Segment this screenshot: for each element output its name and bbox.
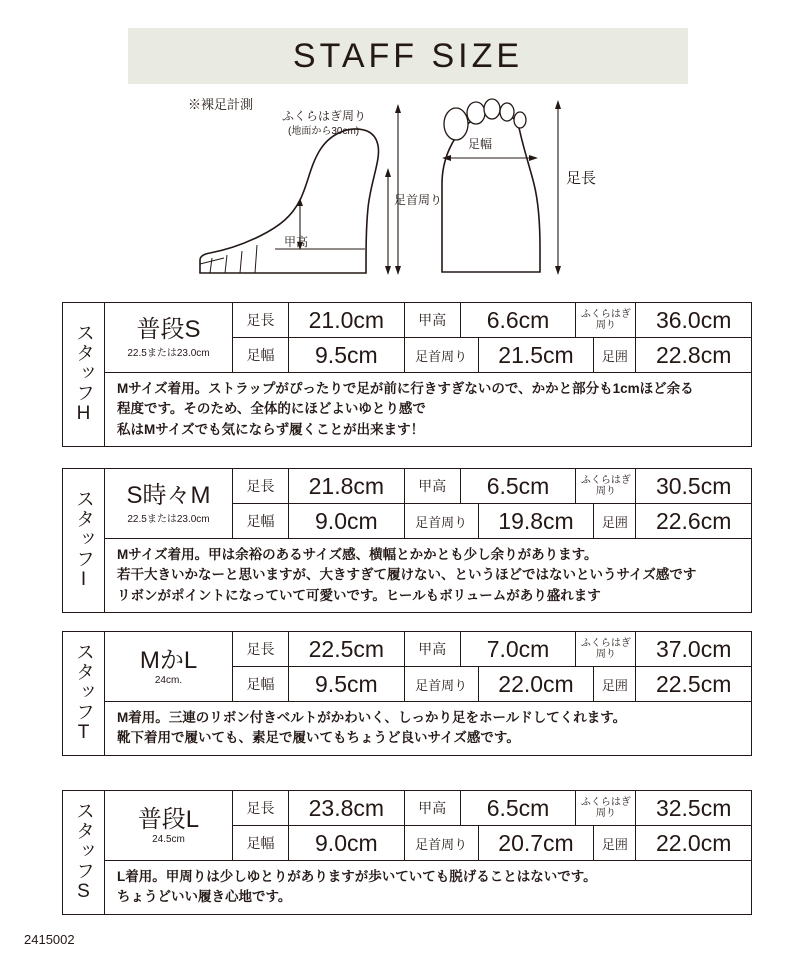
usual-size-detail: 24.5cm: [152, 834, 185, 846]
measurement-grid: [233, 303, 751, 372]
usual-size-cell: [105, 469, 233, 538]
foot-width-row-label: 足幅: [233, 338, 289, 372]
instep-label: 甲高: [284, 235, 309, 249]
staff-comment: [105, 373, 751, 446]
foot-length-value: 21.0cm: [289, 303, 405, 337]
calf-row-label-line1: ふくらはぎ: [580, 638, 631, 649]
ankle-row-label: 足首周り: [405, 504, 479, 538]
barefoot-note: ※裸足計測: [188, 97, 254, 112]
table-row: [233, 667, 751, 701]
instep-row-label: 甲高: [405, 791, 461, 825]
usual-size-cell: [105, 303, 233, 372]
circumference-value: 22.5cm: [655, 670, 732, 697]
foot-width-value: 9.0cm: [289, 504, 405, 538]
table-row: [233, 632, 751, 667]
measurement-grid: [233, 632, 751, 701]
usual-size: 普段L: [137, 805, 200, 833]
calf-label: ふくらはぎ周り: [282, 109, 367, 123]
foot-width-row-label: 足幅: [233, 667, 289, 701]
staff-name: スタッフS: [63, 791, 105, 914]
calf-row-label-line2: 周り: [595, 649, 616, 660]
circumference-row-label: 足囲: [594, 504, 636, 538]
measurement-grid: [233, 791, 751, 860]
circumference-value: 22.6cm: [655, 507, 732, 534]
foot-diagram-svg: [180, 88, 640, 288]
comment-line: 若干大きいかなーと思いますが、大きすぎて履けない、というほどではないというサイズ感です: [117, 567, 697, 583]
ankle-row-label: 足首周り: [405, 826, 479, 860]
foot-width-value: 9.5cm: [289, 667, 405, 701]
instep-value: 6.5cm: [461, 791, 577, 825]
foot-length-row-label: 足長: [233, 791, 289, 825]
calf-value: 32.5cm: [655, 794, 732, 821]
table-row: [233, 791, 751, 826]
usual-size-detail: 24cm.: [154, 675, 183, 687]
foot-width-value: 9.0cm: [289, 826, 405, 860]
calf-row-label-line1: ふくらはぎ: [580, 475, 631, 486]
staff-block: [62, 468, 752, 613]
calf-row-label: [576, 469, 636, 503]
table-row: [233, 826, 751, 860]
calf-row-label: [576, 303, 636, 337]
ankle-value: 22.0cm: [479, 667, 595, 701]
usual-size: S時々M: [126, 481, 211, 509]
staff-details: [105, 791, 751, 914]
foot-length-value: 23.8cm: [289, 791, 405, 825]
circumference-value: 22.0cm: [655, 829, 732, 856]
staff-details: [105, 303, 751, 446]
calf-row-label-line1: ふくらはぎ: [580, 797, 631, 808]
comment-line: 靴下着用で履いても、素足で履いてもちょうど良いサイズ感です。: [117, 730, 520, 746]
circumference-row-label: 足囲: [594, 338, 636, 372]
foot-width-row-label: 足幅: [233, 826, 289, 860]
measurement-area: [105, 791, 751, 861]
calf-row-label-line2: 周り: [595, 320, 616, 331]
staff-comment: [105, 702, 751, 755]
staff-comment: [105, 539, 751, 612]
usual-size-cell: [105, 791, 233, 860]
staff-details: [105, 469, 751, 612]
product-code: 2415002: [24, 932, 75, 947]
foot-length-row-label: 足長: [233, 632, 289, 666]
comment-line: L着用。甲周りは少しゆとりがありますが歩いていても脱げることはないです。: [117, 869, 597, 884]
calf-row-label-line2: 周り: [595, 808, 616, 819]
circumference-value: 22.8cm: [655, 341, 732, 368]
calf-row-label: [576, 632, 636, 666]
foot-length-value: 22.5cm: [289, 632, 405, 666]
ankle-value: 19.8cm: [479, 504, 595, 538]
staff-block: [62, 302, 752, 447]
usual-size: MかL: [139, 646, 198, 674]
comment-line: ちょうどいい履き心地です。: [117, 889, 292, 905]
instep-value: 6.6cm: [461, 303, 577, 337]
calf-value: 37.0cm: [655, 635, 732, 662]
staff-comment: [105, 861, 751, 914]
comment-line: リボンがポイントになっていて可愛いです。ヒールもボリュームがあり盛れます: [117, 587, 601, 603]
page-title-bar: [128, 28, 688, 84]
instep-value: 6.5cm: [461, 469, 577, 503]
ankle-row-label: 足首周り: [405, 338, 479, 372]
ankle-value: 21.5cm: [479, 338, 595, 372]
usual-size-detail: 22.5または23.0cm: [127, 348, 210, 360]
usual-size: 普段S: [136, 315, 201, 343]
foot-length-label: 足長: [566, 170, 597, 187]
foot-width-label: 足幅: [468, 137, 493, 151]
measurement-diagram: [180, 88, 640, 288]
circumference-row-label: 足囲: [594, 826, 636, 860]
measurement-grid: [233, 469, 751, 538]
foot-length-row-label: 足長: [233, 469, 289, 503]
table-row: [233, 338, 751, 372]
foot-width-value: 9.5cm: [289, 338, 405, 372]
staff-block: [62, 790, 752, 915]
ankle-value: 20.7cm: [479, 826, 595, 860]
foot-length-row-label: 足長: [233, 303, 289, 337]
measurement-area: [105, 303, 751, 373]
circumference-row-label: 足囲: [594, 667, 636, 701]
foot-length-value: 21.8cm: [289, 469, 405, 503]
staff-block: [62, 631, 752, 756]
comment-line: Mサイズ着用。ストラップがぴったりで足が前に行きすぎないので、かかと部分も1cmほど余る: [117, 381, 694, 396]
table-row: [233, 504, 751, 538]
staff-name: スタッフT: [63, 632, 105, 755]
calf-row-label: [576, 791, 636, 825]
usual-size-detail: 22.5または23.0cm: [127, 514, 210, 526]
ankle-row-label: 足首周り: [405, 667, 479, 701]
staff-details: [105, 632, 751, 755]
measurement-area: [105, 469, 751, 539]
calf-row-label-line1: ふくらはぎ: [580, 309, 631, 320]
instep-row-label: 甲高: [405, 303, 461, 337]
table-row: [233, 469, 751, 504]
usual-size-cell: [105, 632, 233, 701]
comment-line: 程度です。そのため、全体的にほどよいゆとり感で: [117, 401, 426, 417]
foot-width-row-label: 足幅: [233, 504, 289, 538]
comment-line: Mサイズ着用。甲は余裕のあるサイズ感、横幅とかかとも少し余りがあります。: [117, 547, 598, 562]
calf-sublabel: (地面から30cm): [288, 126, 360, 137]
calf-value: 30.5cm: [655, 472, 732, 499]
measurement-area: [105, 632, 751, 702]
comment-line: M着用。三連のリボン付きベルトがかわいく、しっかり足をホールドしてくれます。: [117, 710, 627, 725]
ankle-label: 足首周り: [394, 193, 443, 207]
page-title: STAFF SIZE: [292, 36, 524, 75]
instep-row-label: 甲高: [405, 632, 461, 666]
staff-name: スタッフI: [63, 469, 105, 612]
calf-row-label-line2: 周り: [595, 486, 616, 497]
instep-row-label: 甲高: [405, 469, 461, 503]
calf-value: 36.0cm: [655, 306, 732, 333]
staff-name: スタッフH: [63, 303, 105, 446]
comment-line: 私はMサイズでも気にならず履くことが出来ます！: [117, 421, 425, 437]
table-row: [233, 303, 751, 338]
instep-value: 7.0cm: [461, 632, 577, 666]
